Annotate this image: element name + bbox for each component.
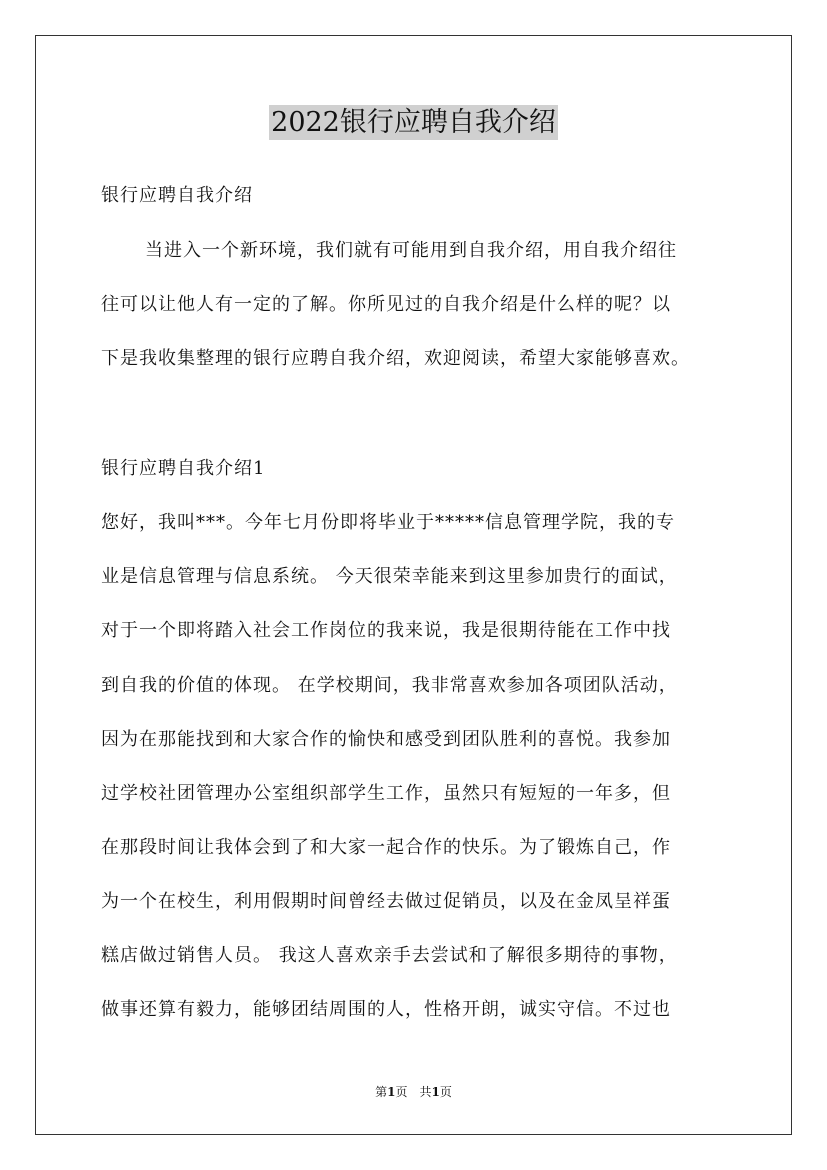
document-title [0, 100, 827, 139]
footer-suffix: 页 [439, 1085, 452, 1099]
body-line: 您好，我叫***。今年七月份即将毕业于*****信息管理学院，我的专 [101, 512, 675, 533]
body-line: 过学校社团管理办公室组织部学生工作，虽然只有短短的一年多，但 [101, 783, 671, 804]
intro-line: 当进入一个新环境，我们就有可能用到自我介绍，用自我介绍往 [145, 240, 677, 261]
body-line: 因为在那能找到和大家合作的愉快和感受到团队胜利的喜悦。我参加 [101, 729, 671, 750]
body-line: 糕店做过销售人员。 我这人喜欢亲手去尝试和了解很多期待的事物， [101, 945, 678, 966]
footer-page-current: 1 [387, 1085, 396, 1099]
section-heading: 银行应聘自我介绍1 [101, 458, 266, 479]
body-line: 业是信息管理与信息系统。 今天很荣幸能来到这里参加贵行的面试， [101, 566, 678, 587]
footer-prefix: 第 [375, 1085, 388, 1099]
intro-line: 下是我收集整理的银行应聘自我介绍，欢迎阅读，希望大家能够喜欢。 [101, 348, 690, 369]
document-title-text: 2022银行应聘自我介绍 [271, 107, 556, 138]
subtitle: 银行应聘自我介绍 [101, 185, 253, 206]
body-line: 为一个在校生，利用假期时间曾经去做过促销员，以及在金凤呈祥蛋 [101, 891, 671, 912]
footer-page-total: 1 [431, 1085, 440, 1099]
body-line: 到自我的价值的体现。 在学校期间，我非常喜欢参加各项团队活动， [101, 675, 678, 696]
intro-line: 往可以让他人有一定的了解。你所见过的自我介绍是什么样的呢？以 [101, 294, 671, 315]
footer-mid: 页 共 [395, 1085, 432, 1099]
body-line: 对于一个即将踏入社会工作岗位的我来说，我是很期待能在工作中找 [101, 620, 671, 641]
body-line: 做事还算有毅力，能够团结周围的人，性格开朗，诚实守信。不过也 [101, 999, 671, 1020]
body-line: 在那段时间让我体会到了和大家一起合作的快乐。为了锻炼自己，作 [101, 837, 671, 858]
page-footer [0, 1083, 827, 1100]
